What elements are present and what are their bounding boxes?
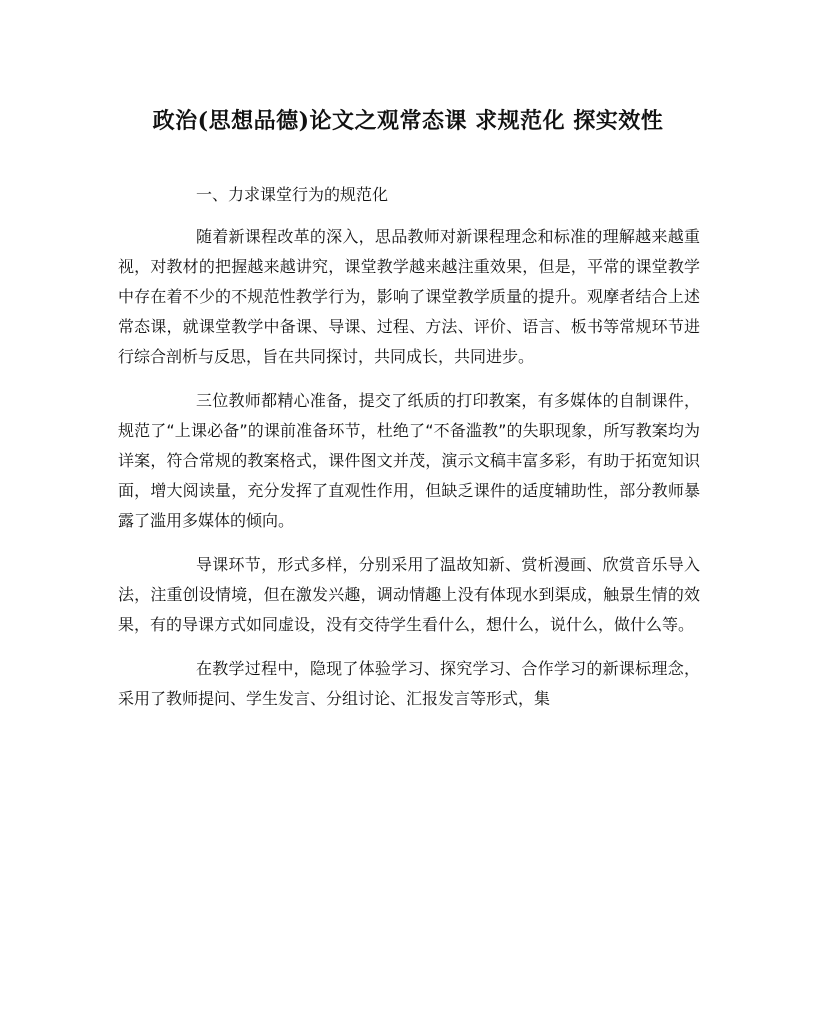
paragraph: 随着新课程改革的深入，思品教师对新课程理念和标准的理解越来越重视，对教材的把握越来越讲究，课堂教学越来越注重效果，但是，平常的课堂教学中存在着不少的不规范性教学行为，影响了课堂教学质量的提升。观摩者结合上述常态课，就课堂教学中备课、导课、过程、方法、评价、语言、板书等常规环节进行综合剖析与反思，旨在共同探讨，共同成长，共同进步。 xyxy=(118,227,700,366)
section-heading: 一、力求课堂行为的规范化 xyxy=(196,185,389,204)
paragraph: 在教学过程中，隐现了体验学习、探究学习、合作学习的新课标理念，采用了教师提问、学生发言、分组讨论、汇报发言等形式，集 xyxy=(118,659,700,708)
paragraph: 导课环节，形式多样，分别采用了温故知新、赏析漫画、欣赏音乐导入法，注重创设情境，但在激发兴趣，调动情趣上没有体现水到渠成，触景生情的效果，有的导课方式如同虚设，没有交待学生看什么，想什么，说什么，做什么等。 xyxy=(118,555,700,634)
document-body xyxy=(118,180,700,728)
document-title: 政治(思想品德)论文之观常态课 求规范化 探实效性 xyxy=(152,108,664,134)
paragraph: 三位教师都精心准备，提交了纸质的打印教案，有多媒体的自制课件，规范了“上课必备”的课前准备环节，杜绝了“不备滥教”的失职现象，所写教案均为详案，符合常规的教案格式，课件图文并茂，演示文稿丰富多彩，有助于拓宽知识面，增大阅读量，充分发挥了直观性作用，但缺乏课件的适度辅助性，部分教师暴露了滥用多媒体的倾向。 xyxy=(118,391,700,530)
